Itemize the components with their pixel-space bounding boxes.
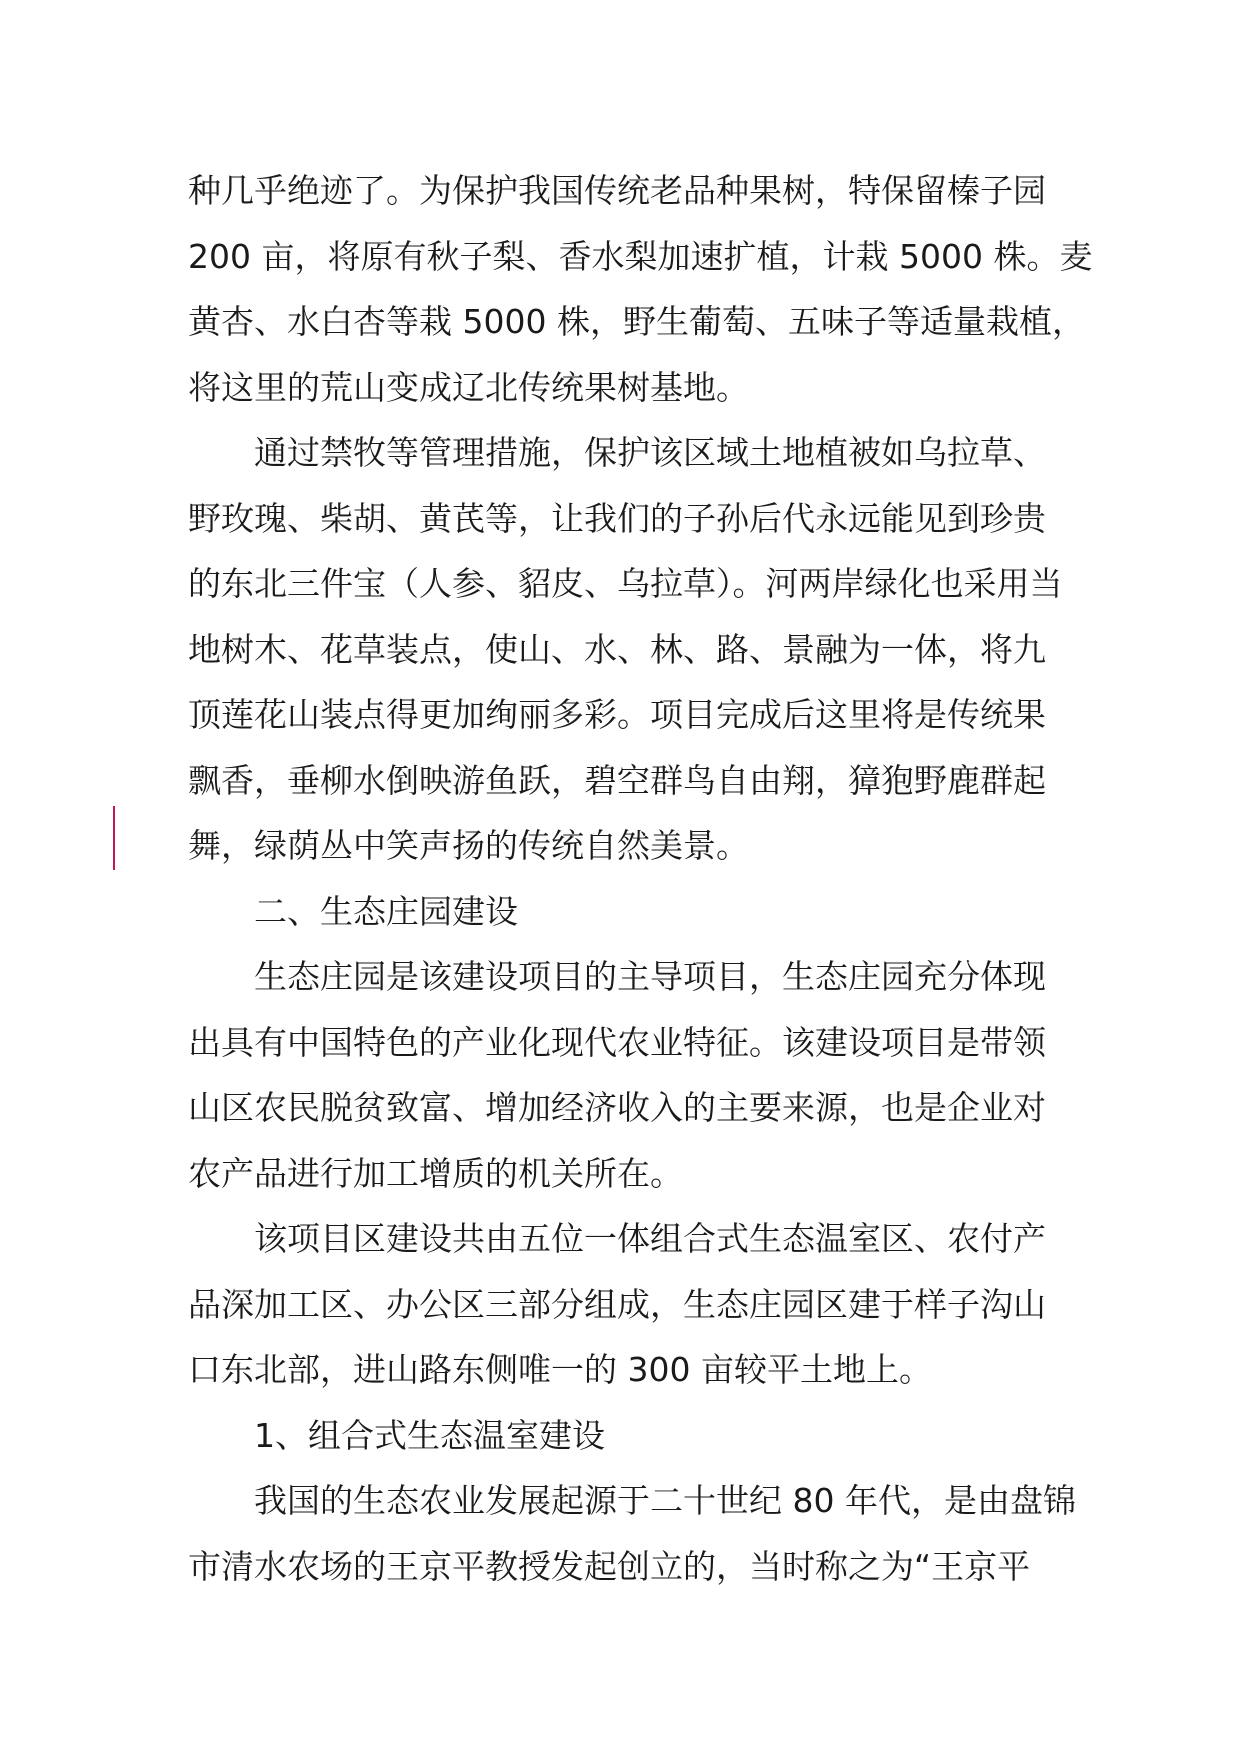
text-line: 200 亩，将原有秋子梨、香水梨加速扩植，计栽 5000 株。麦 (188, 236, 1093, 276)
text-line: 舞，绿荫丛中笑声扬的传统自然美景。 (188, 826, 749, 865)
text-line: 种几乎绝迹了。为保护我国传统老品种果树，特保留榛子园 (188, 171, 1046, 210)
paragraph-start-line: 该项目区建设共由五位一体组合式生态温室区、农付产 (254, 1219, 1046, 1258)
margin-marker (113, 806, 115, 870)
text-line: 出具有中国特色的产业化现代农业特征。该建设项目是带领 (188, 1022, 1046, 1062)
text-line: 顶莲花山装点得更加绚丽多彩。项目完成后这里将是传统果 (188, 695, 1046, 734)
text-line: 口东北部，进山路东侧唯一的 300 亩较平土地上。 (188, 1350, 932, 1389)
paragraph-start-line: 通过禁牧等管理措施，保护该区域土地植被如乌拉草、 (254, 433, 1046, 472)
paragraph-start-line: 生态庄园是该建设项目的主导项目，生态庄园充分体现 (254, 957, 1046, 996)
section-heading: 二、生态庄园建设 (254, 891, 518, 931)
text-line: 野玫瑰、柴胡、黄芪等，让我们的子孙后代永远能见到珍贵 (188, 498, 1046, 538)
text-line: 品深加工区、办公区三部分组成，生态庄园区建于样子沟山 (188, 1284, 1046, 1324)
text-line: 将这里的荒山变成辽北传统果树基地。 (188, 367, 749, 407)
text-line: 黄杏、水白杏等栽 5000 株，野生葡萄、五味子等适量栽植， (188, 302, 1085, 341)
subsection-heading: 1、组合式生态温室建设 (254, 1415, 605, 1455)
text-line: 的东北三件宝（人参、貂皮、乌拉草）。河两岸绿化也采用当 (188, 564, 1063, 603)
text-line: 农产品进行加工增质的机关所在。 (188, 1153, 683, 1193)
text-line: 飘香，垂柳水倒映游鱼跃，碧空群鸟自由翔，獐狍野鹿群起 (188, 760, 1046, 800)
text-line: 市清水农场的王京平教授发起创立的，当时称之为“王京平 (188, 1546, 1031, 1586)
text-line: 地树木、花草装点，使山、水、林、路、景融为一体，将九 (188, 629, 1046, 669)
text-line: 山区农民脱贫致富、增加经济收入的主要来源，也是企业对 (188, 1088, 1046, 1127)
document-body (188, 158, 1093, 1599)
paragraph-start-line: 我国的生态农业发展起源于二十世纪 80 年代，是由盘锦 (254, 1481, 1076, 1520)
